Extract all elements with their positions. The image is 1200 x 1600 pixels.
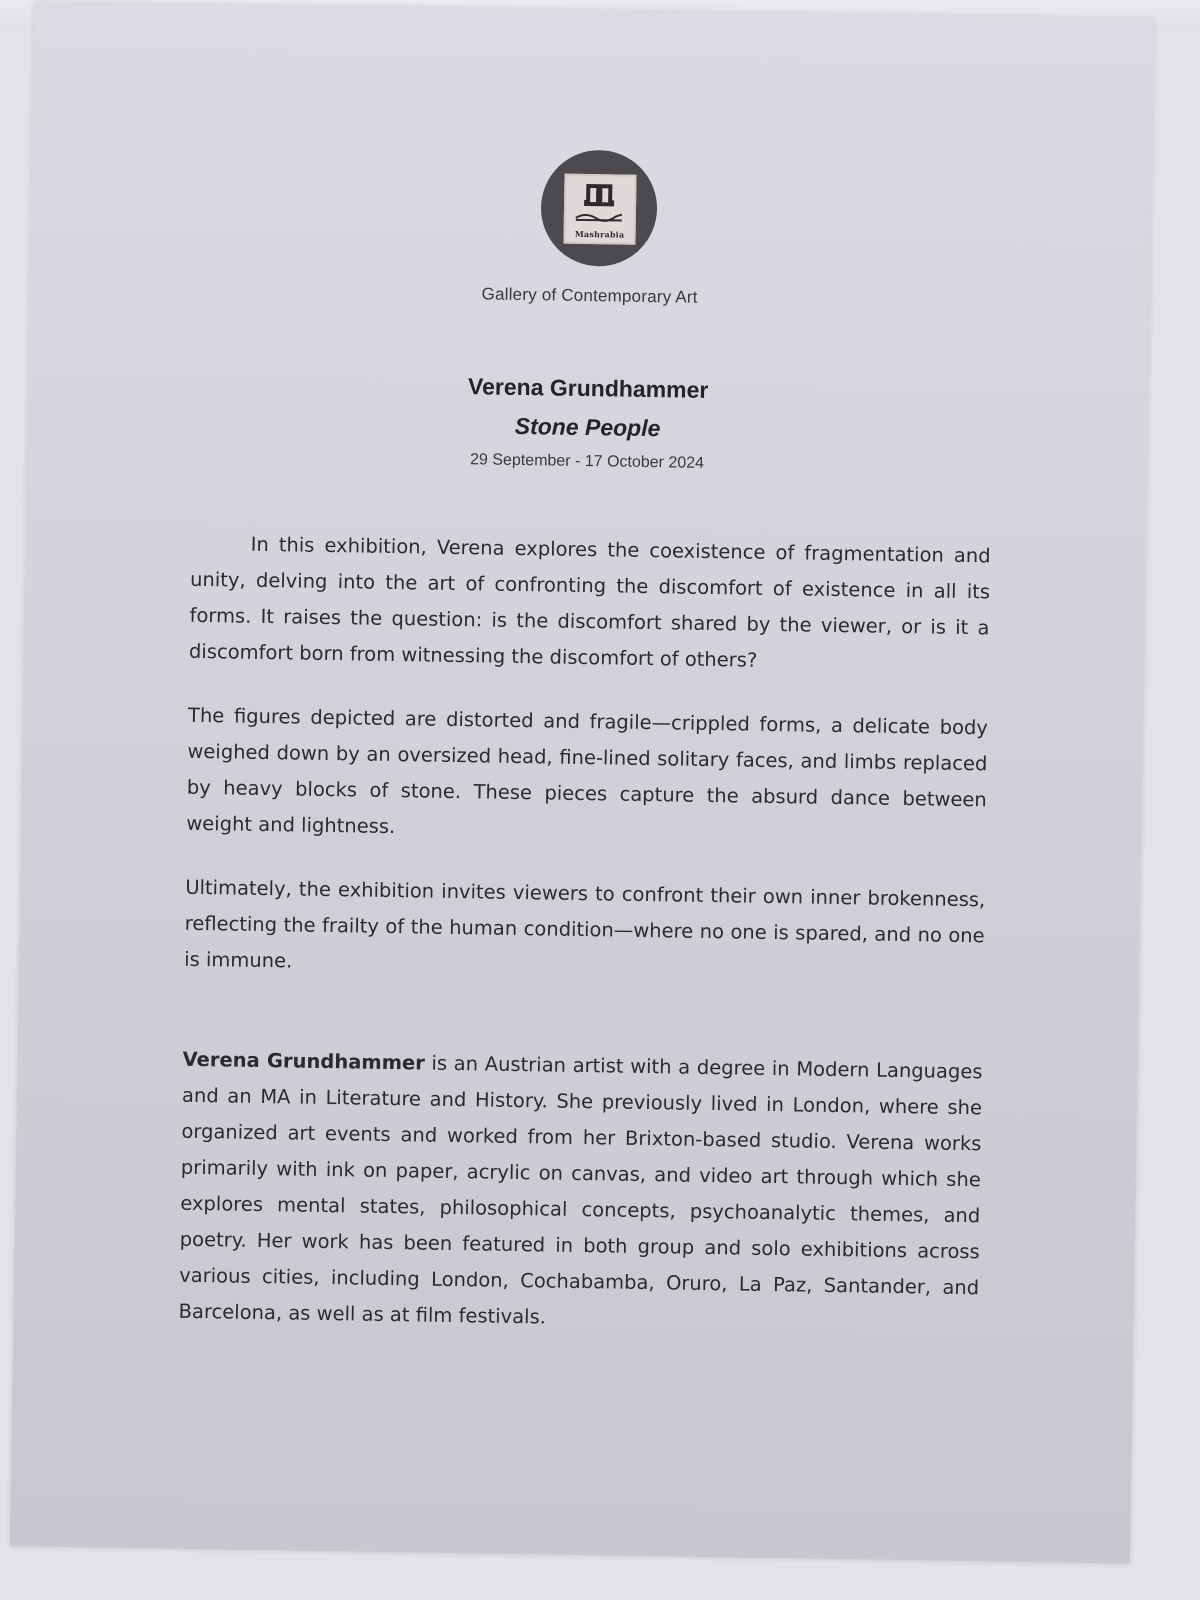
bio-text: is an Austrian artist with a degree in Modern Languages and an MA in Literature and History. She previously lived in London, where she organized art events and worked from her Brixton-based studio. Verena works primarily with ink on paper, acrylic on canvas, and video art through which she explores mental states, philosophical concepts, psychoanalytic themes, and poetry. Her work has been featured in both group and solo exhibitions across various cities, including London, Cochabamba, Oruro, La Paz, Santander, and Barcelona, as well as at film festivals. bbox=[178, 1051, 983, 1328]
conclusion-paragraph: Ultimately, the exhibition invites viewers to confront their own inner brokenness, reflecting the frailty of the human condition—where no one is spared, and no one is immune. bbox=[184, 875, 986, 972]
logo-wordmark: Mashrabia bbox=[574, 228, 625, 240]
intro-paragraph: In this exhibition, Verena explores the coexistence of fragmentation and unity, delving into the art of confronting the discomfort of existence in all its forms. It raises the question: is the discomfort shared by the viewer, or is it a discomfort born from witnessing the discomfort of others? bbox=[188, 532, 991, 672]
exhibition-dates: 29 September - 17 October 2024 bbox=[469, 451, 705, 472]
gallery-subtitle: Gallery of Contemporary Art bbox=[481, 284, 698, 307]
mashrabia-logo-icon bbox=[563, 174, 636, 245]
bio-artist-name: Verena Grundhammer bbox=[182, 1047, 426, 1075]
artist-bio-paragraph bbox=[178, 1041, 982, 1342]
artist-name: Verena Grundhammer bbox=[467, 373, 709, 403]
figures-paragraph: The figures depicted are distorted and fragile—crippled forms, a delicate body weighed down by an oversized head, fine-lined solitary faces, and limbs replaced by heavy blocks of stone. These pieces capture the absurd dance between weight and lightness. bbox=[186, 703, 989, 838]
exhibition-title: Stone People bbox=[514, 412, 661, 442]
exhibition-sheet bbox=[10, 1, 1154, 1563]
gallery-logo bbox=[540, 149, 658, 267]
